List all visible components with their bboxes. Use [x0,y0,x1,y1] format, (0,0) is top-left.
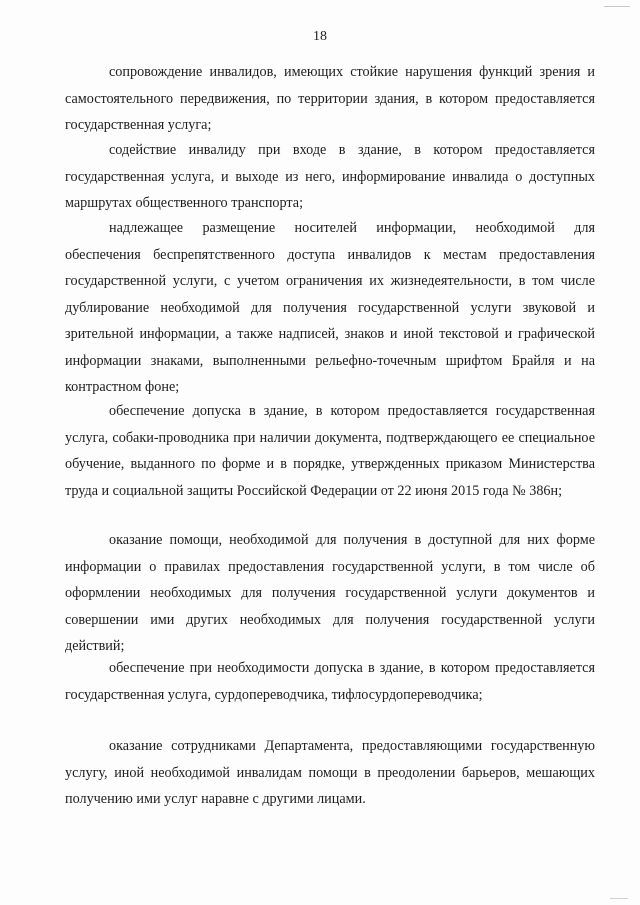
scan-mark [604,0,630,7]
page-number: 18 [313,29,327,44]
paragraph-4: обеспечение допуска в здание, в котором предоставляется государственная услуга, собаки-проводника при наличии документа, подтверждающего ее специальное обучение, выданного по форме и в порядке, утвержденных приказом Министерства труда и социальной защиты Российской Федерации от 22 июня 2015 года № 386н; [65,403,595,499]
scan-mark-bottom [610,898,628,903]
paragraph-5: оказание помощи, необходимой для получения в доступной для них форме информации о правилах предоставления государственной услуги, в том числе об оформлении необходимых для получения государственной услуги документов и совершении ими других необходимых для получения государственной услуги действий; [65,532,595,654]
paragraph-1: сопровождение инвалидов, имеющих стойкие нарушения функций зрения и самостоятельного передвижения, по территории здания, в котором предоставляется государственная услуга; [65,64,595,133]
paragraph-7: оказание сотрудниками Департамента, предоставляющими государственную услугу, иной необходимой инвалидам помощи в преодолении барьеров, мешающих получению ими услуг наравне с другими лицами. [65,738,595,807]
paragraph-6: обеспечение при необходимости допуска в здание, в котором предоставляется государственная услуга, сурдопереводчика, тифлосурдопереводчика; [65,660,595,703]
paragraph-2: содействие инвалиду при входе в здание, в котором предоставляется государственная услуга, и выходе из него, информирование инвалида о доступных маршрутах общественного транспорта; [65,142,595,211]
paragraph-3: надлежащее размещение носителей информации, необходимой для обеспечения беспрепятственного доступа инвалидов к местам предоставления государственной услуги, с учетом ограничения их жизнедеятельности, в том числе дублирование необходимой для получения государственной услуги звуковой и зрительной информации, а также надписей, знаков и иной текстовой и графической информации знаками, выполненными рельефно-точечным шрифтом Брайля и на контрастном фоне; [65,220,595,395]
